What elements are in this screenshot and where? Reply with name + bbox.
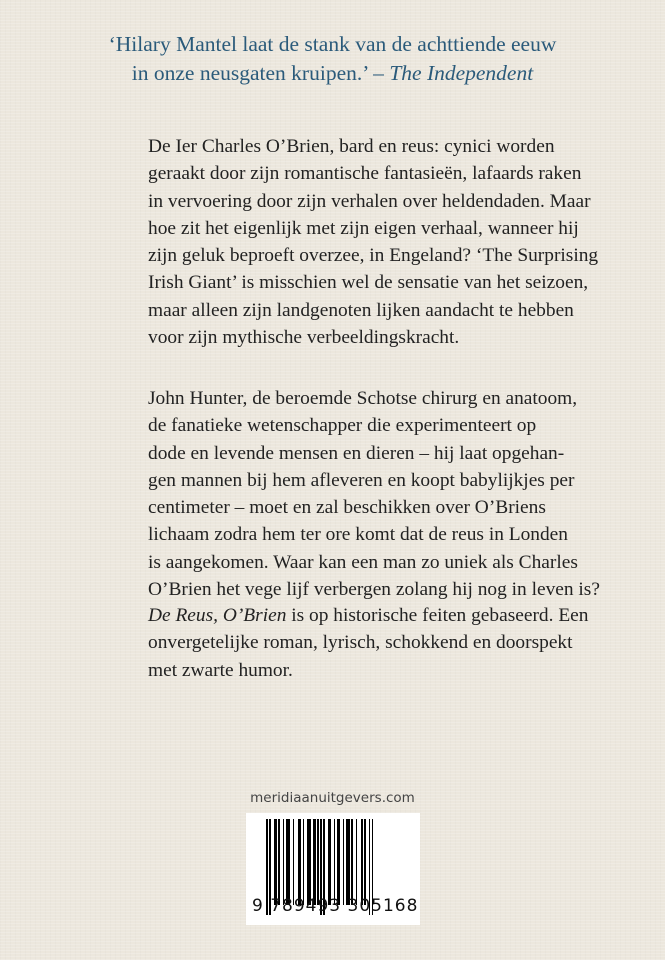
quote-source: The Independent [389,61,534,85]
publisher-url: meridiaanuitgevers.com [250,790,415,806]
text-line: de fanatieke wetenschapper die experimenteert op [148,415,537,437]
isbn-number: 9 789493 305168 [252,896,419,916]
book-title: De Reus, O’Brien [148,605,287,626]
text-line: De Ier Charles O’Brien, bard en reus: cynici worden [148,136,555,157]
text-line: in vervoering door zijn verhalen over heldendaden. Maar [148,190,591,212]
text-line [148,602,618,629]
text-line: lichaam zodra hem ter ore komt dat de reus in Londen [148,524,568,546]
paragraph-3 [148,602,618,684]
text-line: is aangekomen. Waar kan een man zo uniek als Charles [148,551,578,573]
text-line: maar alleen zijn landgenoten lijken aandacht te hebben [148,299,574,321]
text-line: hoe zit het eigenlijk met zijn eigen verhaal, wanneer hij [148,217,579,239]
text-span: is op historische feiten gebaseerd. Een [286,605,589,626]
quote-text: in onze neusgaten kruipen.’ – [131,61,390,85]
paragraph-2 [148,385,618,603]
review-quote [0,30,665,88]
paragraph-1 [148,133,618,351]
quote-line-1: ‘Hilary Mantel laat de stank van de achttiende eeuw [108,32,557,56]
text-line: zijn geluk beproeft overzee, in Engeland? ‘The Surprising [148,245,599,267]
text-line: centimeter – moet en zal beschikken over O’Briens [148,497,546,519]
text-line: John Hunter, de beroemde Schotse chirurg en anatoom, [148,388,578,409]
text-line: Irish Giant’ is misschien wel de sensatie van het seizoen, [148,272,589,294]
text-line: O’Brien het vege lijf verbergen zolang hij nog in leven is? [148,579,600,601]
text-line: geraakt door zijn romantische fantasieën, lafaards raken [148,163,582,185]
text-line: met zwarte humor. [148,659,293,681]
isbn-barcode [246,813,420,925]
text-line: dode en levende mensen en dieren – hij laat opgehan- [148,442,565,464]
text-line: voor zijn mythische verbeeldingskracht. [148,327,460,349]
text-line: onvergetelijke roman, lyrisch, schokkend en doorspekt [148,632,573,654]
quote-line-2 [0,59,665,88]
text-line: gen mannen bij hem afleveren en koopt babylijkjes per [148,469,575,491]
